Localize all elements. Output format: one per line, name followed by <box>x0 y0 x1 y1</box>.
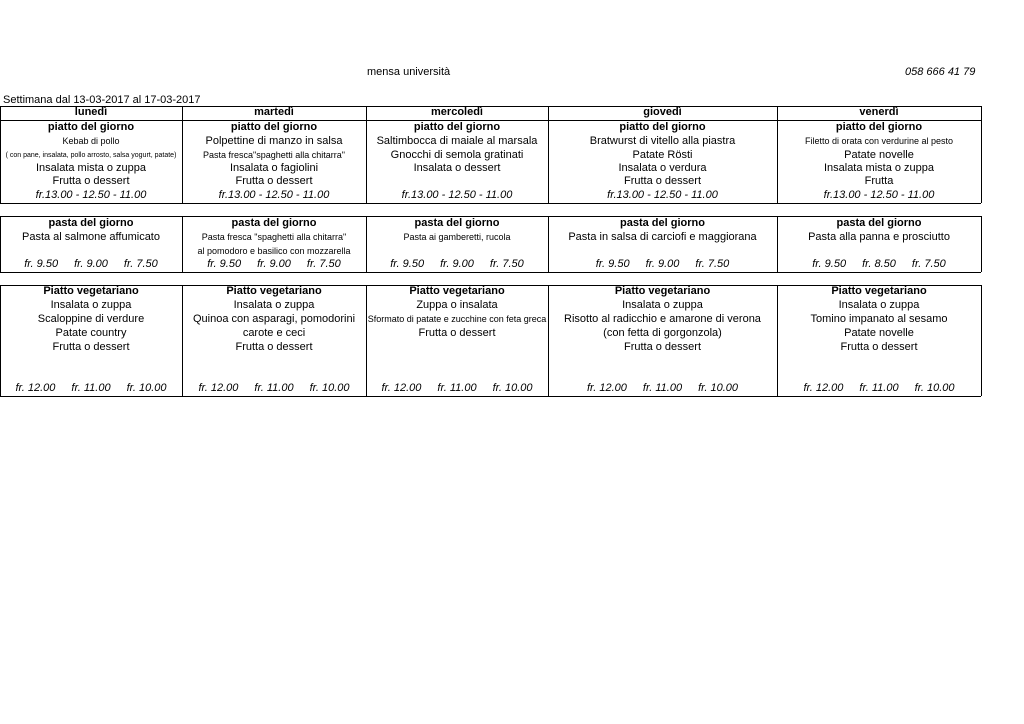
dish-line: Insalata mista o zuppa <box>35 162 147 174</box>
rule-line <box>0 203 981 204</box>
section-title: pasta del giorno <box>414 217 500 229</box>
dish-line: Sformato di patate e zucchine con feta greca <box>367 314 547 324</box>
section-title: Piatto vegetariano <box>614 285 711 297</box>
rule-line <box>0 272 981 273</box>
section-title: piatto del giorno <box>835 121 923 133</box>
dish-line: Insalata o dessert <box>413 162 501 174</box>
price-value: fr. 8.50 <box>862 258 896 270</box>
section-title: piatto del giorno <box>619 121 706 133</box>
price-list <box>182 258 366 270</box>
price-list <box>0 382 182 394</box>
dish-line: Patate country <box>55 327 127 339</box>
section-title: pasta del giorno <box>836 217 922 229</box>
section-title: piatto del giorno <box>230 121 318 133</box>
price-range: fr.13.00 - 12.50 - 11.00 <box>823 189 935 201</box>
dish-line: Frutta o dessert <box>235 341 313 353</box>
price-value: fr. 9.50 <box>390 258 425 270</box>
price-list <box>548 258 777 270</box>
dish-line: Insalata o fagiolini <box>229 162 319 174</box>
dish-line: Pasta fresca"spaghetti alla chitarra" <box>203 150 345 160</box>
dish-line: Risotto al radicchio e amarone di verona <box>564 313 761 325</box>
dish-line: Insalata o verdura <box>618 162 707 174</box>
dish-line: Insalata mista o zuppa <box>823 162 935 174</box>
dish-line: Insalata o zuppa <box>50 299 132 311</box>
price-value: fr. 11.00 <box>859 382 899 394</box>
price-list <box>366 382 548 394</box>
dish-line: Pasta fresca "spaghetti alla chitarra" <box>201 232 347 242</box>
dish-line: Frutta o dessert <box>623 175 702 187</box>
price-value: fr. 9.00 <box>645 258 680 270</box>
price-list <box>777 258 981 270</box>
section-title: pasta del giorno <box>620 217 705 229</box>
dish-line: Polpettine di manzo in salsa <box>205 135 343 147</box>
price-value: fr. 12.00 <box>586 382 627 394</box>
dish-line: ( con pane, insalata, pollo arrosto, salsa yogurt, patate) <box>5 152 177 159</box>
price-value: fr. 10.00 <box>492 382 533 394</box>
dish-line: Gnocchi di semola gratinati <box>390 149 524 161</box>
section-title: Piatto vegetariano <box>43 285 139 297</box>
dish-line: al pomodoro e basilico con mozzarella <box>197 246 351 256</box>
section-title: Piatto vegetariano <box>831 285 927 297</box>
canteen-title: mensa università <box>367 66 451 78</box>
section-title: piatto del giorno <box>47 121 135 133</box>
dish-line: Tomino impanato al sesamo <box>810 313 948 325</box>
dish-line: Bratwurst di vitello alla piastra <box>589 135 736 147</box>
price-list <box>0 258 182 270</box>
dish-line: Frutta o dessert <box>623 341 702 353</box>
price-value: fr. 9.00 <box>440 258 474 270</box>
price-value: fr. 10.00 <box>126 382 167 394</box>
price-value: fr. 12.00 <box>381 382 422 394</box>
price-value: fr. 9.00 <box>257 258 291 270</box>
dish-line: Filetto di orata con verdurine al pesto <box>804 136 954 146</box>
dish-line: Zuppa o insalata <box>416 299 498 311</box>
dish-line: Insalata o zuppa <box>233 299 315 311</box>
dish-line: Pasta ai gamberetti, rucola <box>403 232 511 242</box>
price-value: fr. 12.00 <box>198 382 239 394</box>
dish-line: Pasta alla panna e prosciutto <box>808 231 950 243</box>
price-value: fr. 9.50 <box>24 258 59 270</box>
phone-number: 058 666 41 79 <box>905 66 976 78</box>
price-value: fr. 11.00 <box>254 382 294 394</box>
dish-line: Frutta o dessert <box>235 175 313 187</box>
price-value: fr. 7.50 <box>695 258 730 270</box>
section-title: piatto del giorno <box>413 121 501 133</box>
dish-line: Frutta o dessert <box>52 341 130 353</box>
dish-line: Insalata o zuppa <box>838 299 920 311</box>
price-range: fr.13.00 - 12.50 - 11.00 <box>218 189 330 201</box>
price-list <box>182 382 366 394</box>
dish-line: Scaloppine di verdure <box>37 313 145 325</box>
price-value: fr. 9.50 <box>812 258 847 270</box>
dish-line: Saltimbocca di maiale al marsala <box>376 135 538 147</box>
dish-line: (con fetta di gorgonzola) <box>603 327 722 339</box>
price-range: fr.13.00 - 12.50 - 11.00 <box>35 189 147 201</box>
price-value: fr. 7.50 <box>911 258 946 270</box>
price-value: fr. 11.00 <box>437 382 477 394</box>
price-value: fr. 7.50 <box>123 258 158 270</box>
column-divider <box>981 216 982 272</box>
section-title: pasta del giorno <box>231 217 317 229</box>
price-value: fr. 12.00 <box>803 382 844 394</box>
price-value: fr. 7.50 <box>306 258 341 270</box>
day-name: lunedì <box>74 106 108 118</box>
price-list <box>548 382 777 394</box>
price-value: fr. 9.00 <box>74 258 108 270</box>
dish-line: Pasta al salmone affumicato <box>22 231 160 243</box>
section-title: Piatto vegetariano <box>409 285 505 297</box>
dish-line: carote e ceci <box>242 327 306 339</box>
price-value: fr. 10.00 <box>698 382 739 394</box>
day-name: mercoledì <box>431 106 483 118</box>
day-name: giovedì <box>643 106 682 118</box>
column-divider <box>981 285 982 396</box>
price-list <box>777 382 981 394</box>
price-value: fr. 12.00 <box>15 382 56 394</box>
price-value: fr. 11.00 <box>642 382 683 394</box>
section-title: pasta del giorno <box>48 217 134 229</box>
price-range: fr.13.00 - 12.50 - 11.00 <box>607 189 718 201</box>
dish-line: Patate novelle <box>844 327 914 339</box>
dish-line: Frutta <box>864 175 894 187</box>
price-value: fr. 10.00 <box>309 382 350 394</box>
price-value: fr. 9.50 <box>207 258 242 270</box>
day-name: venerdì <box>859 106 899 118</box>
price-value: fr. 9.50 <box>595 258 630 270</box>
price-value: fr. 11.00 <box>71 382 111 394</box>
dish-line: Frutta o dessert <box>840 341 918 353</box>
dish-line: Kebab di pollo <box>62 136 120 146</box>
section-title: Piatto vegetariano <box>226 285 322 297</box>
column-divider <box>981 106 982 203</box>
dish-line: Insalata o zuppa <box>622 299 703 311</box>
price-list <box>366 258 548 270</box>
price-value: fr. 10.00 <box>914 382 955 394</box>
dish-line: Patate novelle <box>844 149 914 161</box>
price-range: fr.13.00 - 12.50 - 11.00 <box>401 189 513 201</box>
dish-line: Frutta o dessert <box>52 175 130 187</box>
dish-line: Patate Rösti <box>632 149 693 161</box>
day-name: martedì <box>254 106 294 118</box>
dish-line: Pasta in salsa di carciofi e maggiorana <box>568 231 757 243</box>
rule-line <box>0 396 981 397</box>
week-range: Settimana dal 13-03-2017 al 17-03-2017 <box>3 94 201 106</box>
price-value: fr. 7.50 <box>489 258 524 270</box>
dish-line: Frutta o dessert <box>418 327 496 339</box>
dish-line: Quinoa con asparagi, pomodorini <box>192 313 356 325</box>
